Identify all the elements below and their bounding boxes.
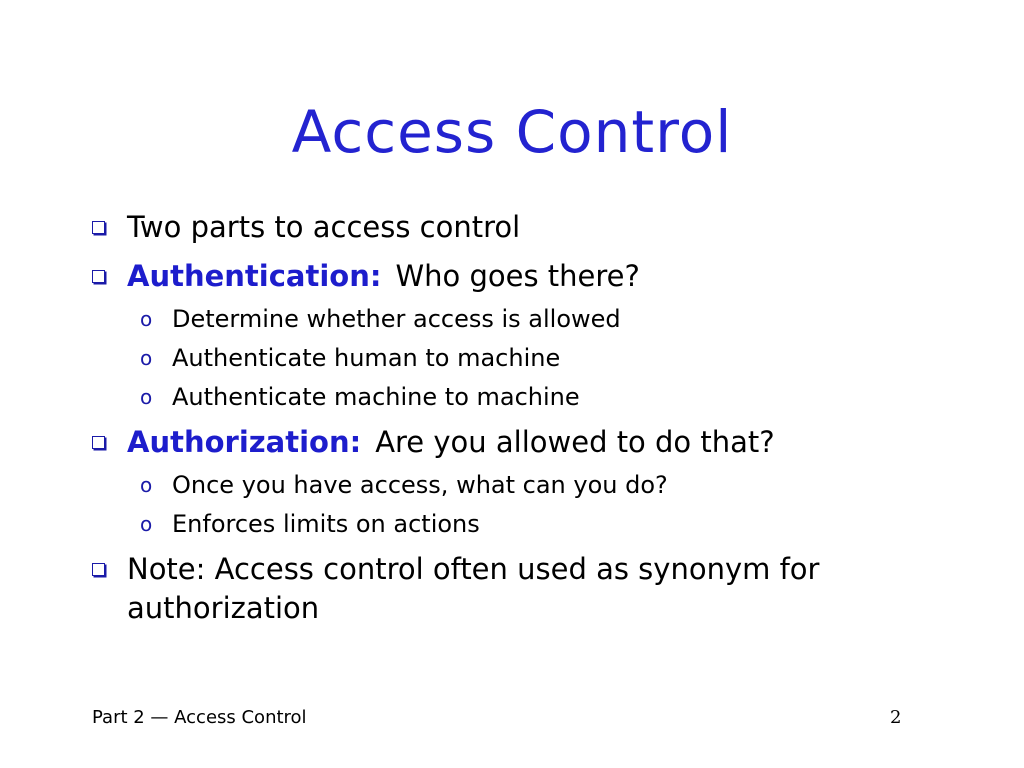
sub-bullet-text: Determine whether access is allowed <box>172 305 621 333</box>
bullet-authorization <box>90 423 950 462</box>
square-bullet-icon <box>92 270 105 283</box>
footer-caption: Part 2 — Access Control <box>92 707 307 728</box>
sub-bullet <box>90 470 950 501</box>
circle-bullet-icon: o <box>140 385 153 409</box>
square-bullet-icon <box>92 563 105 576</box>
bullet-list <box>90 208 950 638</box>
circle-bullet-icon: o <box>140 473 153 497</box>
page-number: 2 <box>890 707 902 728</box>
circle-bullet-icon: o <box>140 346 153 370</box>
sub-bullet <box>90 304 950 335</box>
sub-bullet-text: Enforces limits on actions <box>172 510 480 538</box>
sub-bullet-text: Authenticate machine to machine <box>172 383 580 411</box>
bullet-term: Authentication: <box>127 259 382 293</box>
sub-bullet <box>90 343 950 374</box>
bullet-text: Who goes there? <box>395 259 640 293</box>
circle-bullet-icon: o <box>140 512 153 536</box>
bullet-text: Are you allowed to do that? <box>375 425 775 459</box>
circle-bullet-icon: o <box>140 307 153 331</box>
sub-bullet <box>90 509 950 540</box>
sub-bullet-text: Authenticate human to machine <box>172 344 561 372</box>
bullet-two-parts <box>90 208 950 247</box>
sub-bullet <box>90 382 950 413</box>
slide-title: Access Control <box>291 98 733 166</box>
square-bullet-icon <box>92 221 105 234</box>
bullet-text: Note: Access control often used as synonym for authorization <box>127 552 820 625</box>
square-bullet-icon <box>92 436 105 449</box>
bullet-text: Two parts to access control <box>127 210 521 244</box>
bullet-authentication <box>90 257 950 296</box>
bullet-note <box>90 550 950 628</box>
sub-bullet-text: Once you have access, what can you do? <box>172 471 668 499</box>
bullet-term: Authorization: <box>127 425 362 459</box>
